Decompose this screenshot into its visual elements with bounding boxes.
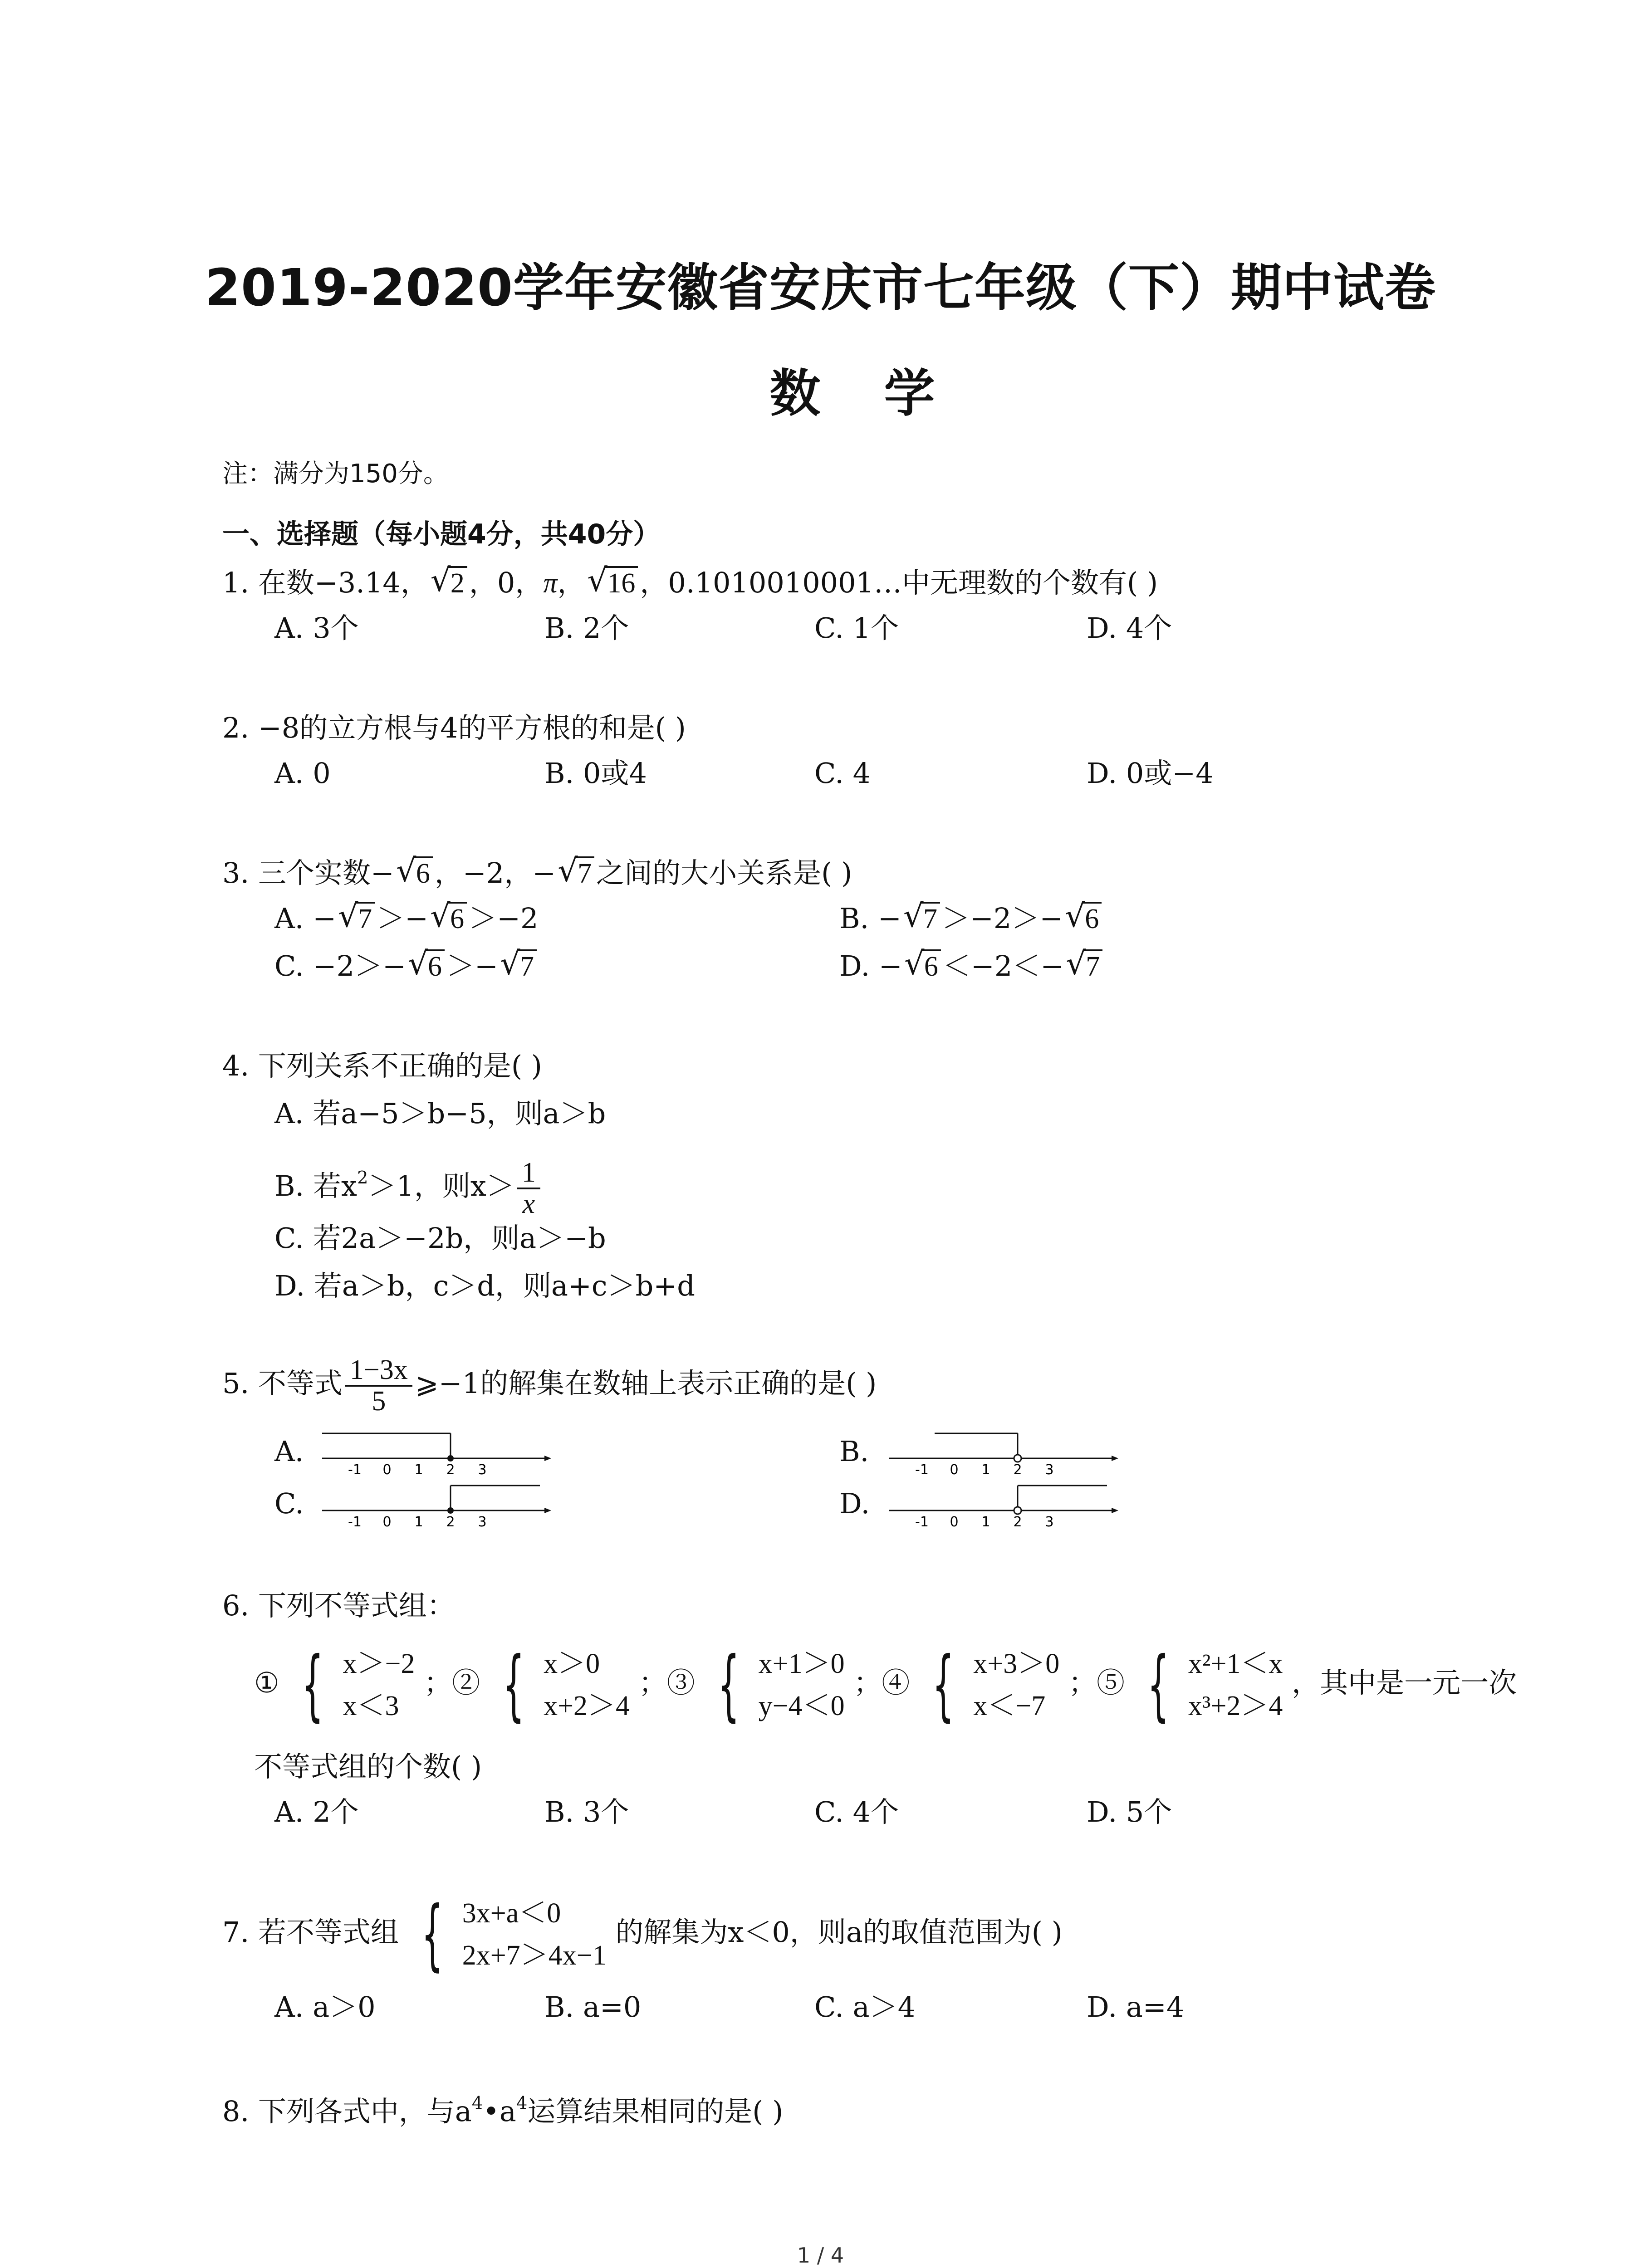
number-line-c xyxy=(318,1481,554,1531)
svg-text:-1: -1 xyxy=(348,1514,362,1530)
sqrt-symbol: √ 7 xyxy=(338,900,375,937)
number-line-d xyxy=(885,1481,1121,1531)
inequality-system-5: { x²+1＜x x³+2＞4 xyxy=(1147,1640,1283,1730)
sqrt-symbol: √ 16 xyxy=(587,565,638,601)
svg-text:2: 2 xyxy=(446,1462,455,1478)
q3-option-a[interactable]: A. −√ 7 ＞−√ 6 ＞−2 xyxy=(274,900,539,937)
sqrt-symbol: √ 6 xyxy=(408,948,445,985)
q6-option-c[interactable]: C. 4个 xyxy=(814,1795,899,1828)
number-line-a xyxy=(318,1429,554,1479)
question-7: 7. 若不等式组 { 3x+a＜0 2x+7＞4x−1 的解集为x＜0，则a的取值范围为( ) xyxy=(222,1889,1063,1980)
svg-text:3: 3 xyxy=(1045,1462,1054,1478)
q1-option-c[interactable]: C. 1个 xyxy=(814,611,899,645)
section-heading: 一、选择题（每小题4分，共40分） xyxy=(222,518,661,550)
svg-text:0: 0 xyxy=(382,1514,392,1530)
svg-text:-1: -1 xyxy=(348,1462,362,1478)
q1-option-d[interactable]: D. 4个 xyxy=(1087,611,1172,645)
q7-option-d[interactable]: D. a=4 xyxy=(1087,1990,1185,2024)
svg-text:3: 3 xyxy=(1045,1514,1054,1530)
svg-text:1: 1 xyxy=(981,1462,990,1478)
svg-text:2: 2 xyxy=(1013,1462,1022,1478)
q4-option-a[interactable]: A. 若a−5＞b−5，则a＞b xyxy=(274,1097,606,1130)
fraction: $\frac{1-3x}{5}$ xyxy=(345,1355,412,1416)
sqrt-symbol: √ 6 xyxy=(396,855,433,892)
svg-text:0: 0 xyxy=(950,1514,959,1530)
sqrt-symbol: √ 2 xyxy=(431,565,467,601)
page-number: 1 / 4 xyxy=(797,2243,844,2268)
question-4: 4. 下列关系不正确的是( ) xyxy=(222,1049,542,1082)
question-5: 5. 不等式 $\frac{1-3x}{5}$ ⩾−1的解集在数轴上表示正确的是( ) xyxy=(222,1354,877,1417)
q2-option-a[interactable]: A. 0 xyxy=(274,757,331,790)
inequality-system: { 3x+a＜0 2x+7＞4x−1 xyxy=(421,1889,607,1980)
q5-option-a-label[interactable]: A. xyxy=(274,1435,304,1468)
q4-option-c[interactable]: C. 若2a＞−2b，则a＞−b xyxy=(274,1222,606,1255)
sqrt-symbol: √ 7 xyxy=(903,900,940,937)
question-6-cont: 不等式组的个数( ) xyxy=(254,1750,482,1783)
q2-option-c[interactable]: C. 4 xyxy=(814,757,871,790)
svg-text:-1: -1 xyxy=(915,1514,929,1530)
sqrt-symbol: √ 6 xyxy=(1065,900,1102,937)
q3-option-b[interactable]: B. −√ 7 ＞−2＞−√ 6 xyxy=(839,900,1103,937)
fraction: $\frac{1}{x}$ xyxy=(517,1158,540,1219)
q4-option-d[interactable]: D. 若a＞b，c＞d，则a+c＞b+d xyxy=(274,1269,695,1302)
svg-text:1: 1 xyxy=(981,1514,990,1530)
subject-title: 数学 xyxy=(769,364,999,423)
question-6: 6. 下列不等式组： xyxy=(222,1589,455,1622)
svg-text:3: 3 xyxy=(478,1514,487,1530)
number-line-b xyxy=(885,1429,1121,1479)
question-1: 1. 在数−3.14，√ 2 ，0，π，√ 16 ，0.1010010001…中无理数的个数有( ) xyxy=(222,565,1158,601)
sqrt-symbol: √ 6 xyxy=(904,948,941,985)
sqrt-symbol: √ 6 xyxy=(430,900,467,937)
inequality-system-1: { x＞−2 x＜3 xyxy=(302,1640,415,1730)
exam-title: 2019-2020学年安徽省安庆市七年级（下）期中试卷 xyxy=(205,259,1436,318)
sqrt-symbol: √ 7 xyxy=(558,855,594,892)
q6-option-d[interactable]: D. 5个 xyxy=(1087,1795,1172,1828)
svg-text:2: 2 xyxy=(446,1514,455,1530)
q6-option-a[interactable]: A. 2个 xyxy=(274,1795,359,1828)
q6-systems: ① { x＞−2 x＜3 ；② { x＞0 x+2＞4 ；③ { x+1＞0 y−4＜0 ；④ { x+3＞0 x＜−7 ；⑤ { x²+1＜x x³+2＞4 ，其中是一元一次 xyxy=(254,1640,1517,1730)
q1-option-b[interactable]: B. 2个 xyxy=(544,611,629,645)
svg-text:1: 1 xyxy=(414,1514,423,1530)
svg-text:1: 1 xyxy=(414,1462,423,1478)
q5-option-c-label[interactable]: C. xyxy=(274,1487,304,1520)
q5-option-d-label[interactable]: D. xyxy=(839,1487,870,1520)
q7-option-b[interactable]: B. a=0 xyxy=(544,1990,642,2024)
inequality-system-4: { x+3＞0 x＜−7 xyxy=(932,1640,1060,1730)
inequality-system-3: { x+1＞0 y−4＜0 xyxy=(717,1640,845,1730)
svg-text:-1: -1 xyxy=(915,1462,929,1478)
question-3: 3. 三个实数−√ 6 ，−2，−√ 7 之间的大小关系是( ) xyxy=(222,855,852,891)
score-note: 注：满分为150分。 xyxy=(222,459,449,489)
q5-option-b-label[interactable]: B. xyxy=(839,1435,869,1468)
q6-option-b[interactable]: B. 3个 xyxy=(544,1795,629,1828)
sqrt-symbol: √ 7 xyxy=(500,948,537,985)
q3-option-d[interactable]: D. −√ 6 ＜−2＜−√ 7 xyxy=(839,948,1104,984)
q1-option-a[interactable]: A. 3个 xyxy=(274,611,359,645)
q7-option-a[interactable]: A. a＞0 xyxy=(274,1990,376,2024)
q2-option-b[interactable]: B. 0或4 xyxy=(544,757,647,790)
svg-text:0: 0 xyxy=(382,1462,392,1478)
svg-text:0: 0 xyxy=(950,1462,959,1478)
q4-option-b[interactable]: B. 若$x^2>1$，则x＞ $\frac{1}{x}$ xyxy=(274,1152,543,1220)
svg-text:2: 2 xyxy=(1013,1514,1022,1530)
sqrt-symbol: √ 7 xyxy=(1066,948,1102,985)
question-8: 8. 下列各式中，与$a^4•a^4$运算结果相同的是( ) xyxy=(222,2093,784,2128)
inequality-system-2: { x＞0 x+2＞4 xyxy=(502,1640,630,1730)
svg-text:3: 3 xyxy=(478,1462,487,1478)
question-2: 2. −8的立方根与4的平方根的和是( ) xyxy=(222,711,686,744)
q2-option-d[interactable]: D. 0或−4 xyxy=(1087,757,1214,790)
q3-option-c[interactable]: C. −2＞−√ 6 ＞−√ 7 xyxy=(274,948,539,984)
q7-option-c[interactable]: C. a＞4 xyxy=(814,1990,916,2024)
